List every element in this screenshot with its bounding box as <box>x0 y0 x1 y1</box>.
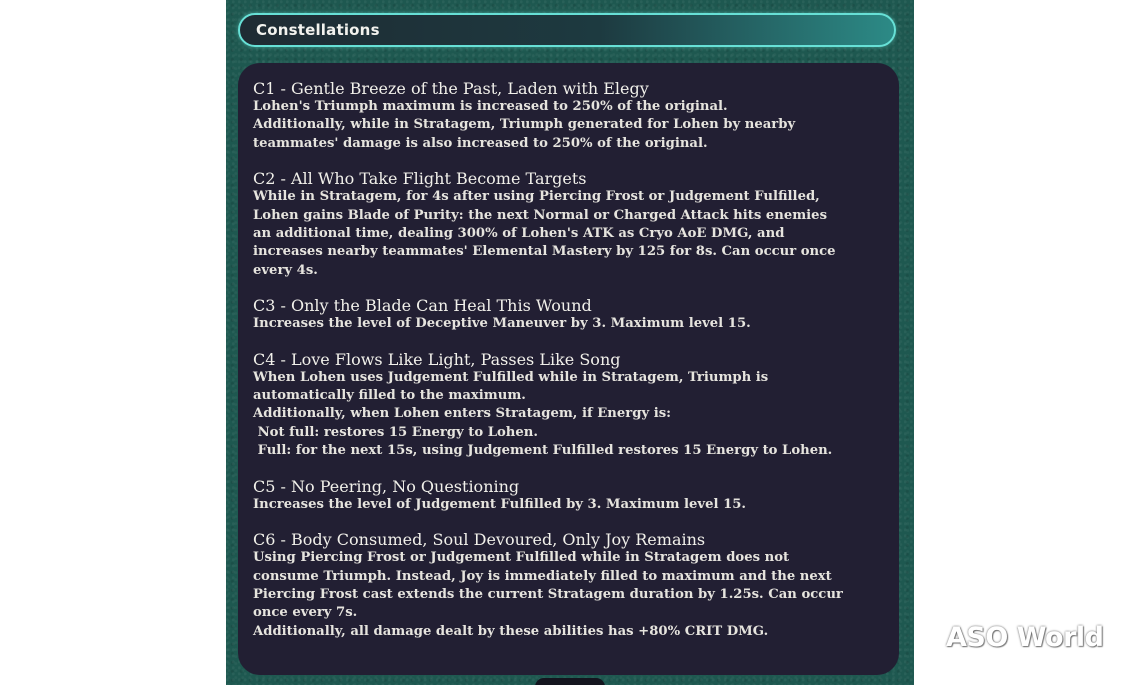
constellation-description-line: Increases the level of Judgement Fulfilled by 3. Maximum level 15. <box>253 496 747 512</box>
constellation-description-line: teammates' damage is also increased to 250% of the original. <box>253 135 708 151</box>
constellation-title: C2 - All Who Take Flight Become Targets <box>253 169 587 189</box>
header-title: Constellations <box>256 21 380 39</box>
constellation-entry-c2 <box>253 169 885 280</box>
constellation-description-line: increases nearby teammates' Elemental Mastery by 125 for 8s. Can occur once <box>253 244 836 260</box>
constellation-entry-c1 <box>253 79 885 153</box>
constellation-description-line: automatically filled to the maximum. <box>253 388 526 404</box>
constellation-description-line: When Lohen uses Judgement Fulfilled while in Stratagem, Triumph is <box>253 369 769 385</box>
constellations-panel <box>226 0 914 685</box>
constellation-entry-c6 <box>253 530 885 641</box>
constellation-list[interactable] <box>238 63 899 675</box>
constellation-title: C3 - Only the Blade Can Heal This Wound <box>253 296 592 316</box>
constellation-title: C6 - Body Consumed, Soul Devoured, Only Joy Remains <box>253 530 706 550</box>
constellation-title: C5 - No Peering, No Questioning <box>253 476 520 496</box>
constellation-description-line: Not full: restores 15 Energy to Lohen. <box>253 424 538 440</box>
constellation-title: C4 - Love Flows Like Light, Passes Like Song <box>253 349 621 369</box>
constellation-description-line: once every 7s. <box>253 605 358 621</box>
constellation-description-line: Additionally, while in Stratagem, Triumph generated for Lohen by nearby <box>253 117 796 133</box>
constellation-description-line: Piercing Frost cast extends the current Stratagem duration by 1.25s. Can occur <box>253 586 843 602</box>
scroll-handle[interactable] <box>535 678 605 685</box>
constellation-description-line: an additional time, dealing 300% of Lohen's ATK as Cryo AoE DMG, and <box>253 226 785 242</box>
constellation-description-line: Lohen's Triumph maximum is increased to 250% of the original. <box>253 99 728 114</box>
constellation-entry-c5 <box>253 477 885 514</box>
constellation-description-line: Using Piercing Frost or Judgement Fulfilled while in Stratagem does not <box>253 550 790 566</box>
constellation-description-line: Increases the level of Deceptive Maneuver by 3. Maximum level 15. <box>253 316 751 332</box>
constellation-description-line: While in Stratagem, for 4s after using Piercing Frost or Judgement Fulfilled, <box>253 189 820 205</box>
constellation-description-line: Full: for the next 15s, using Judgement Fulfilled restores 15 Energy to Lohen. <box>253 443 833 459</box>
constellations-header <box>238 13 896 47</box>
aso-world-watermark: ASO World <box>946 622 1104 653</box>
constellation-description-line: Additionally, when Lohen enters Stratagem, if Energy is: <box>253 406 671 422</box>
constellation-description-line: Lohen gains Blade of Purity: the next Normal or Charged Attack hits enemies <box>253 207 827 223</box>
constellation-entry-c3 <box>253 296 885 333</box>
constellation-description-line: Additionally, all damage dealt by these abilities has +80% CRIT DMG. <box>253 623 769 639</box>
constellation-description-line: consume Triumph. Instead, Joy is immediately filled to maximum and the next <box>253 568 832 584</box>
constellation-entry-c4 <box>253 350 885 461</box>
constellation-description-line: every 4s. <box>253 262 318 278</box>
constellation-title: C1 - Gentle Breeze of the Past, Laden with Elegy <box>253 79 649 98</box>
